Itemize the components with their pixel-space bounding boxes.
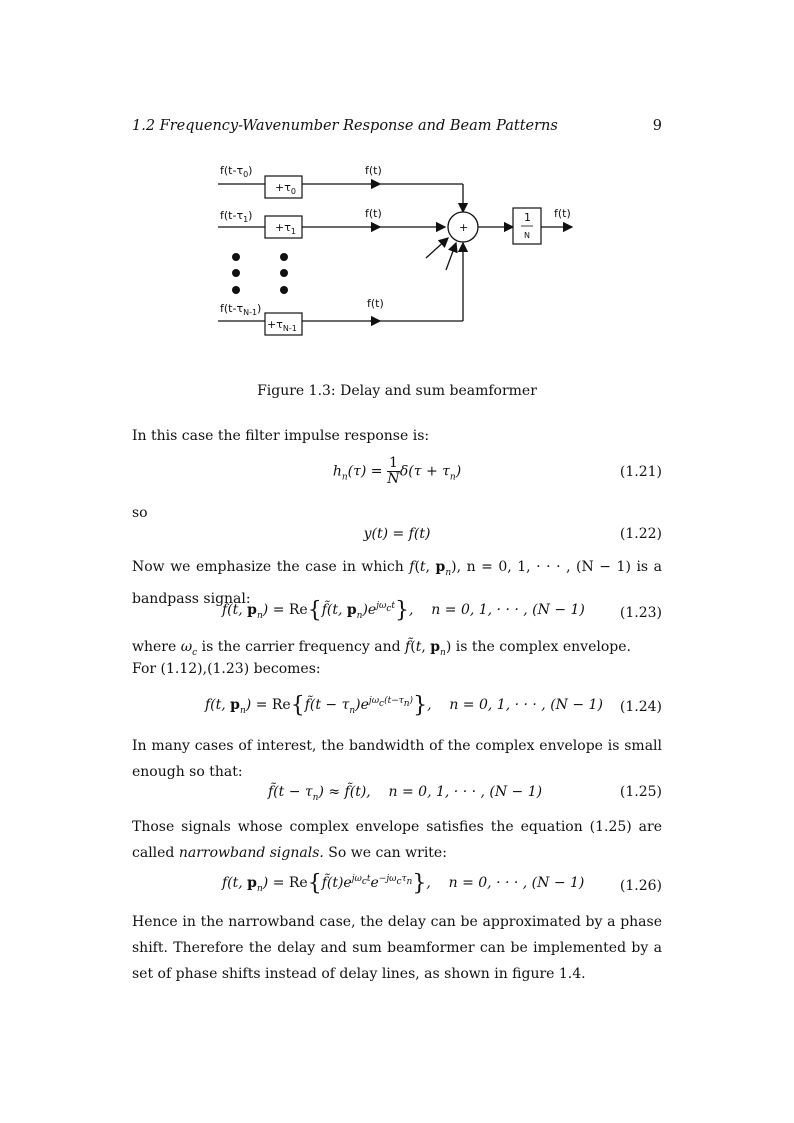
those-signals-paragraph: Those signals whose complex envelope satisfies the equation (1.25) are called narrowband signals. So we can write: [132, 819, 662, 861]
bandpass-paragraph: Now we emphasize the case in which f(t, $p_n$), n = 0, 1, · · · , (N − 1) is a bandpass signal: [132, 559, 662, 607]
intro-paragraph: In this case the filter impulse response is: [132, 428, 430, 444]
figure-caption: Figure 1.3: Delay and sum beamformer [257, 383, 537, 399]
equation-1-21: $h_n(\tau)$ = $\frac{1}{N}$ $\delta(\tau + \tau_n)$ [332, 455, 462, 487]
running-header-title: 1.2 Frequency-Wavenumber Response and Beam Patterns [132, 118, 558, 134]
equation-number-1-23: (1.23) [619, 605, 662, 621]
equation-1-24: f(t, $p_n$) = Re{f̃(t − $\tau_n)e^{j\omega_c(t-\tau_n)}$}, n = 0, 1, · · · , (N − 1) [205, 693, 603, 718]
for-line: For (1.12),(1.23) becomes: [132, 661, 321, 677]
equation-1-23: f(t, $p_n$) = Re{f̃(t, $p_n)e^{j\omega_ct}$}, n = 0, 1, · · · , (N − 1) [222, 598, 585, 623]
beamformer-diagram [200, 150, 600, 340]
equation-number-1-24: (1.24) [619, 699, 662, 715]
output-label: f(t) [554, 207, 571, 220]
gain-denominator: N [524, 231, 530, 240]
delay-label-n-1: $+\tau_{N-1}$ [267, 318, 297, 333]
equation-number-1-25: (1.25) [619, 784, 662, 800]
aligned-signal-label-n-1: f(t) [367, 297, 384, 310]
equation-1-26: f(t, $p_n$) = $Re\{f̃(t)e^{j\omega_ct}e^{-j\omega_c\tau_n}\}$, n = 0, · · · , (N − 1) [222, 871, 585, 896]
input-label-0: $f(t-\tau_0)$ [220, 164, 253, 179]
equation-number-1-26: (1.26) [619, 878, 662, 894]
page-number: 9 [652, 118, 662, 134]
narrowband-paragraph: In many cases of interest, the bandwidth of the complex envelope is small enough so that: [132, 738, 662, 780]
delay-label-1: $+\tau_1$ [275, 221, 296, 236]
aligned-signal-label-1: f(t) [365, 207, 382, 220]
so-text: so [132, 505, 148, 521]
where-paragraph: where $\omega_c$ is the carrier frequency and f̃(t, $p_n$) is the complex envelope. [132, 639, 631, 658]
input-label-1: $f(t-\tau_1)$ [220, 209, 253, 224]
aligned-signal-label-0: f(t) [365, 164, 382, 177]
equation-number-1-22: (1.22) [619, 526, 662, 542]
input-label-n-1: $f(t-\tau_{N-1})$ [220, 302, 262, 317]
equation-number-1-21: (1.21) [619, 464, 662, 480]
equation-1-25: f̃(t − $\tau_n$) ≈ f̃(t), n = 0, 1, · · · , (N − 1) [268, 784, 543, 803]
final-paragraph: Hence in the narrowband case, the delay can be approximated by a phase shift. Therefore the delay and sum beamformer can be implemented by a set of phase shifts instead of delay lines, as shown in figure 1.4. [132, 914, 662, 982]
summer-symbol: + [459, 221, 469, 234]
gain-numerator: 1 [524, 211, 531, 224]
delay-label-0: $+\tau_0$ [275, 181, 296, 196]
equation-1-22: y(t) = f(t) [363, 526, 431, 542]
